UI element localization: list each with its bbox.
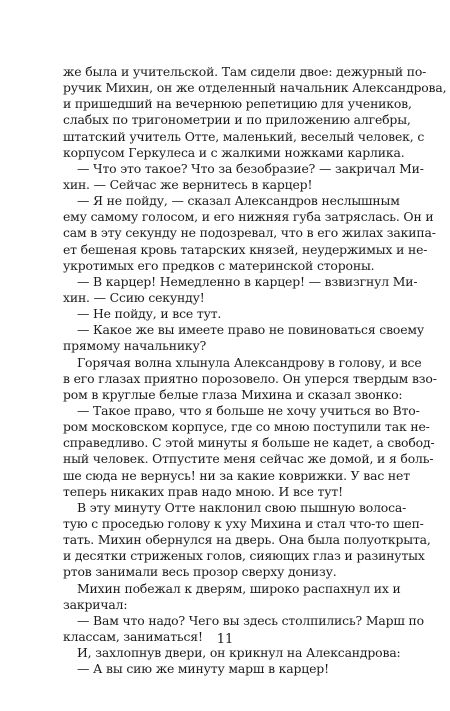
text-line: — Я не пойду, — сказал Александров неслышным: [77, 193, 400, 209]
text-line: в его глазах приятно порозовело. Он уперся твердым взо-: [63, 370, 437, 386]
text-line: — Что это такое? Что за безобразие? — закричал Ми-: [77, 160, 424, 176]
text-line: ром в круглые белые глаза Михина и сказал звонко:: [63, 386, 403, 402]
text-line: Михин побежал к дверям, широко распахнул их и: [77, 580, 401, 596]
body-text: [63, 64, 447, 677]
text-line: сам в эту секунду не подозревал, что в его жилах закипа-: [63, 225, 436, 241]
text-line: ше сюда не вернусь! ни за какие коврижки. У вас нет: [63, 467, 410, 483]
text-line: же была и учительской. Там сидели двое: дежурный по-: [63, 64, 427, 79]
text-line: — Вам что надо? Чего вы здесь столпились? Марш по: [77, 612, 424, 628]
page-number: 11: [216, 632, 234, 647]
text-line: классам, заниматься!: [63, 628, 203, 644]
text-line: — Какое же вы имеете право не повиноваться своему: [77, 322, 425, 338]
text-line: тать. Михин обернулся на дверь. Она была полуоткрыта,: [63, 532, 431, 548]
text-line: ет бешеная кровь татарских князей, неудержимых и не-: [63, 241, 428, 257]
text-line: закричал:: [63, 596, 128, 612]
text-line: — В карцер! Немедленно в карцер! — взвизгнул Ми-: [77, 273, 418, 289]
text-line: прямому начальнику?: [63, 338, 207, 354]
text-line: ный человек. Отпустите меня сейчас же домой, и я боль-: [63, 451, 434, 467]
text-line: корпусом Геркулеса и с жалкими ножками карлика.: [63, 144, 405, 160]
text-line: слабых по тригонометрии и по приложению алгебры,: [63, 112, 411, 128]
text-line: штатский учитель Отте, маленький, веселый человек, с: [63, 128, 425, 144]
text-line: ртов занимали весь прозор сверху донизу.: [63, 564, 337, 580]
text-line: ручик Михин, он же отделенный начальник Александрова,: [63, 80, 447, 96]
text-line: — А вы сию же минуту марш в карцер!: [77, 661, 329, 677]
text-line: справедливо. С этой минуты я больше не кадет, а свобод-: [63, 435, 435, 451]
text-line: тую с проседью голову к уху Михина и стал что-то шеп-: [63, 515, 424, 531]
text-line: хин. — Ссию секунду!: [63, 289, 205, 305]
text-line: и пришедший на вечернюю репетицию для учеников,: [63, 96, 412, 112]
text-line: и десятки стриженых голов, сияющих глаз и разинутых: [63, 548, 425, 564]
text-line: ром московском корпусе, где со мною поступили так не-: [63, 419, 430, 435]
text-line: Горячая волна хлынула Александрову в голову, и все: [77, 354, 422, 370]
text-line: укротимых его предков с материнской стороны.: [63, 257, 375, 273]
text-line: теперь никаких прав надо мною. И все тут!: [63, 483, 343, 499]
text-line: — Не пойду, и все тут.: [77, 306, 222, 322]
text-line: В эту минуту Отте наклонил свою пышную волоса-: [77, 499, 407, 515]
text-line: хин. — Сейчас же вернитесь в карцер!: [63, 176, 313, 192]
text-line: ему самому голосом, и его нижняя губа затряслась. Он и: [63, 209, 434, 225]
text-line: — Такое право, что я больше не хочу учиться во Вто-: [77, 402, 420, 418]
text-line: И, захлопнув двери, он крикнул на Александрова:: [77, 645, 401, 661]
